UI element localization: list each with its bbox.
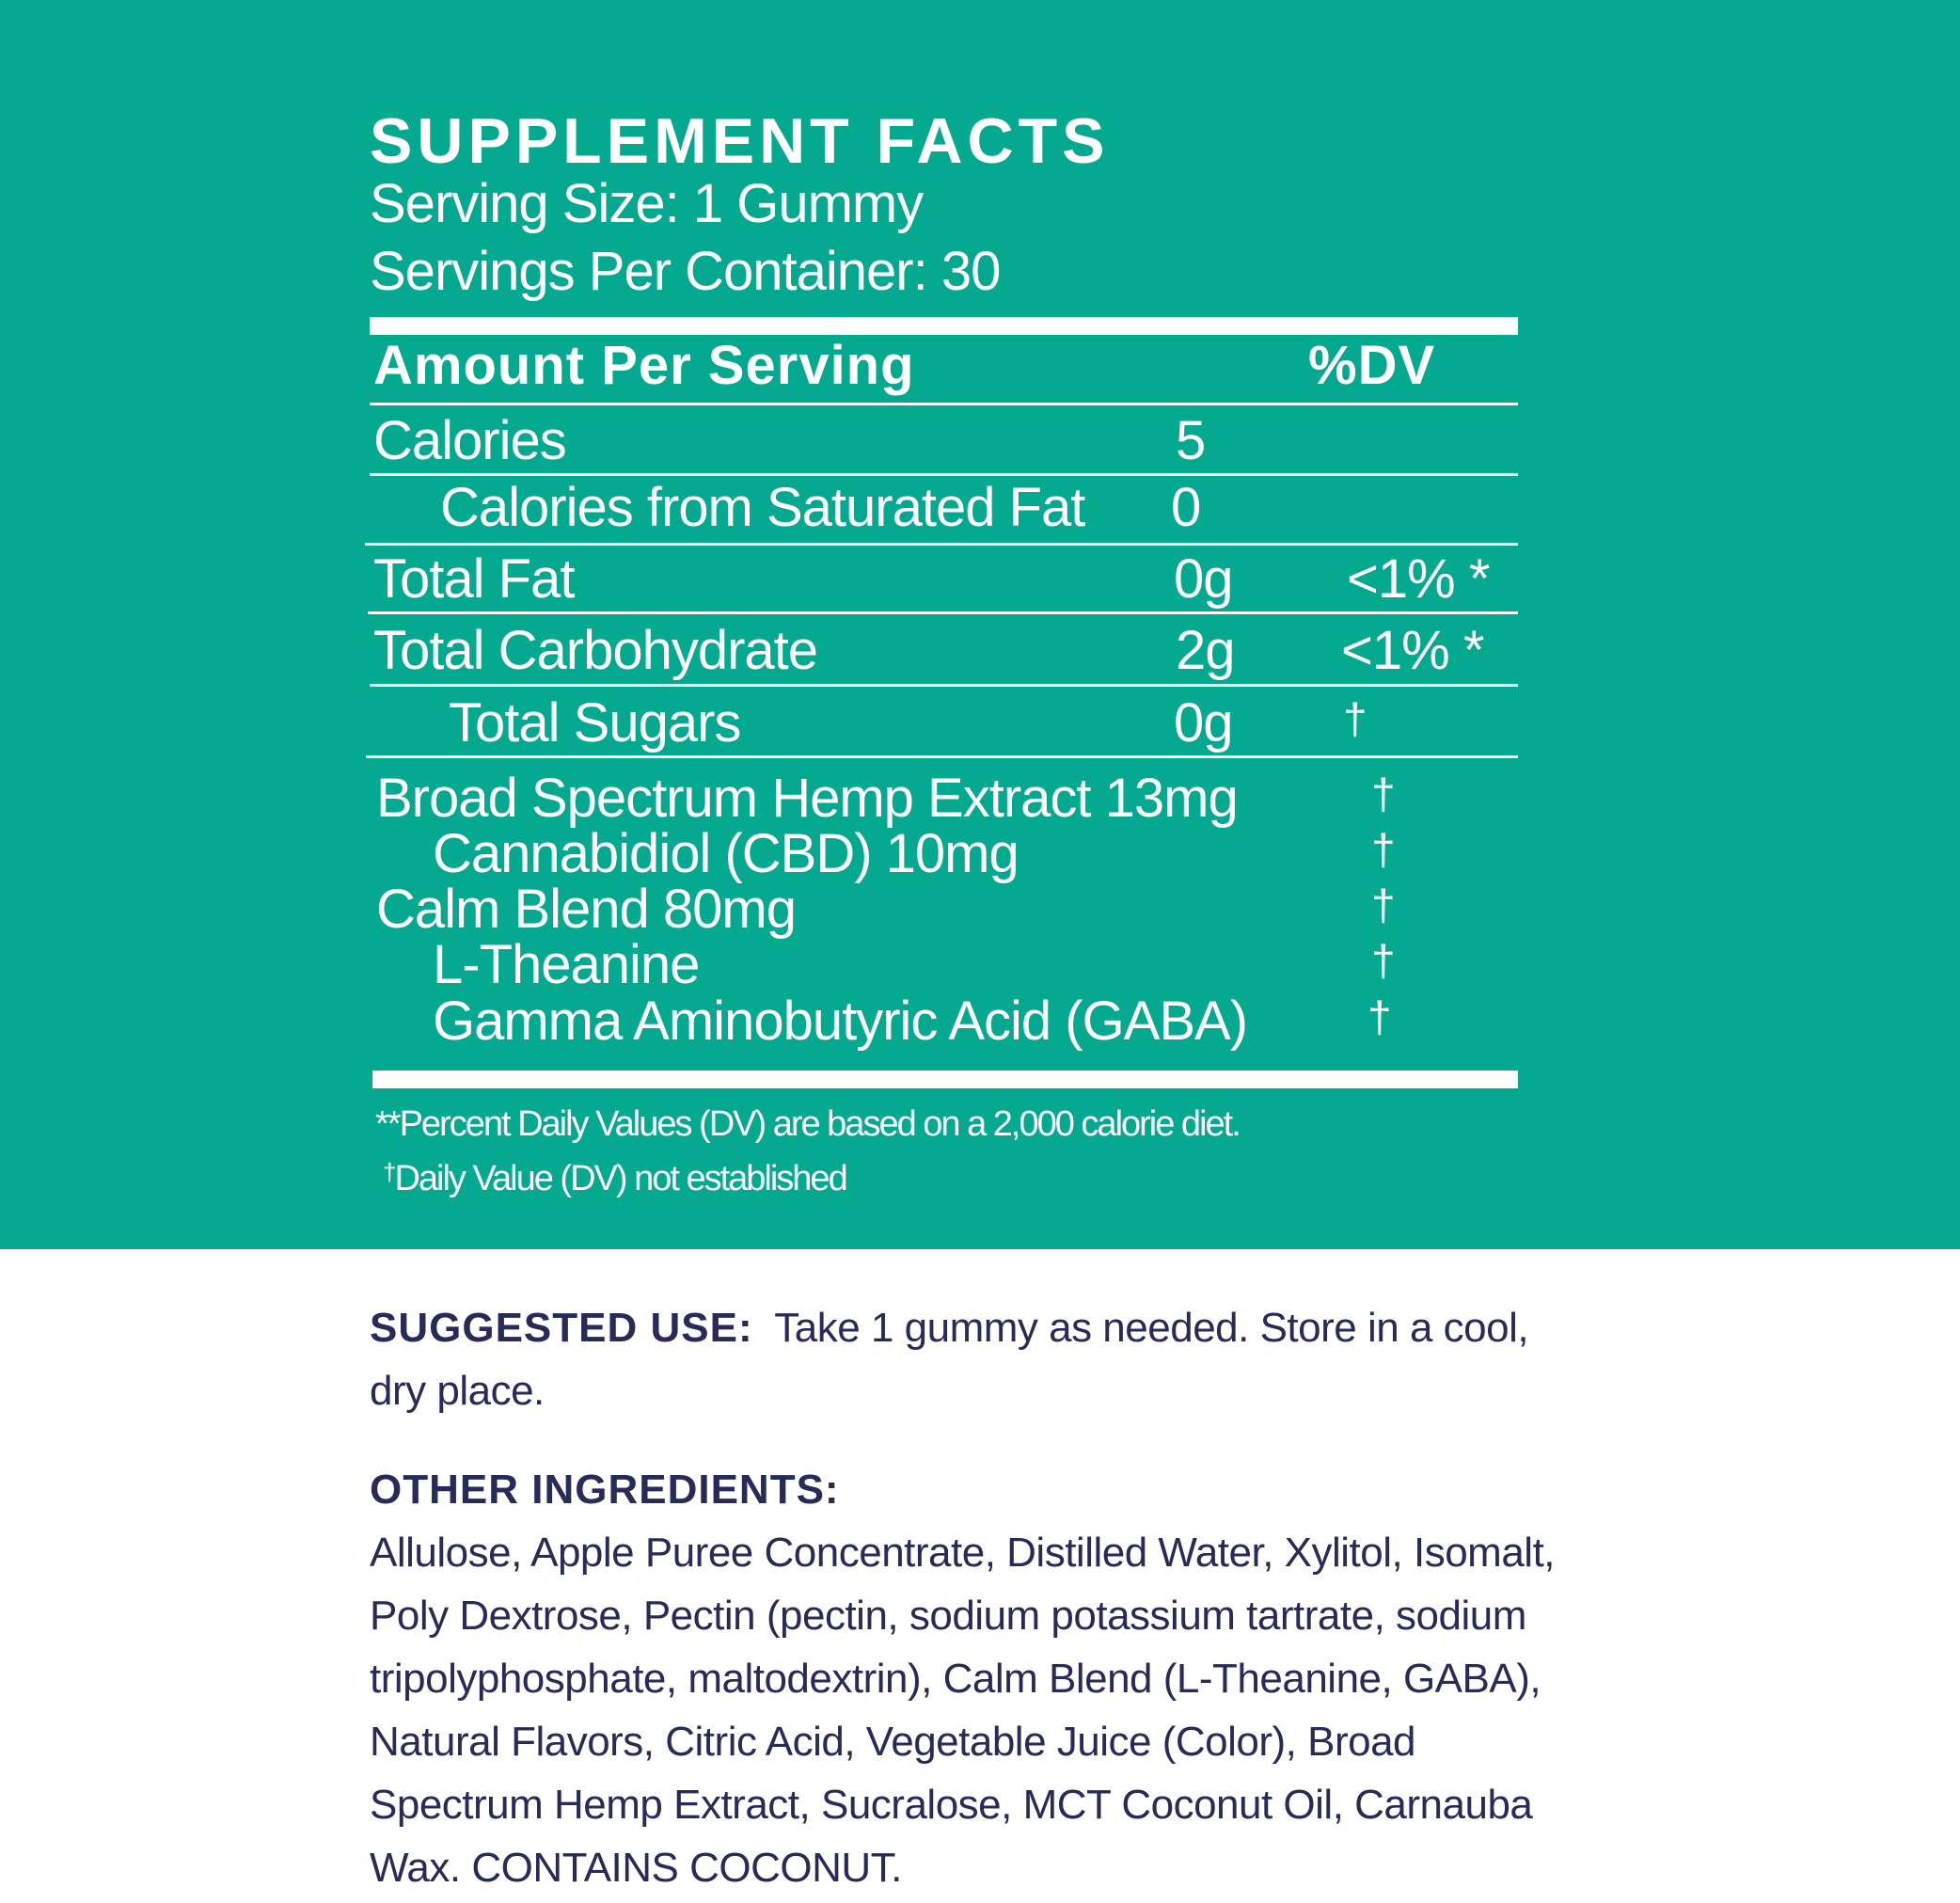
total-sugars-dv: † — [1343, 694, 1367, 743]
calories-sat-fat-label: Calories from Saturated Fat — [440, 477, 1085, 538]
footnote-daily-value-not-established: †Daily Value (DV) not established — [383, 1158, 846, 1198]
divider — [370, 684, 1518, 687]
total-carbohydrate-amount: 2g — [1176, 620, 1235, 681]
calm-blend-label: Calm Blend 80mg — [376, 879, 796, 940]
total-sugars-label: Total Sugars — [449, 692, 741, 753]
suggested-use — [370, 1296, 1592, 1422]
facts-title: SUPPLEMENT FACTS — [370, 105, 1110, 177]
calories-label: Calories — [373, 410, 566, 471]
thick-divider-bottom — [372, 1070, 1518, 1088]
servings-per-container: Servings Per Container: 30 — [370, 241, 1001, 302]
l-theanine-label: L-Theanine — [433, 934, 700, 995]
hemp-extract-label: Broad Spectrum Hemp Extract 13mg — [376, 768, 1238, 829]
other-ingredients-heading: OTHER INGREDIENTS: — [370, 1467, 840, 1513]
cbd-dv: † — [1371, 825, 1396, 874]
gaba-dv: † — [1367, 992, 1392, 1041]
divider — [368, 611, 1518, 614]
l-theanine-dv: † — [1371, 936, 1396, 985]
divider — [365, 543, 1518, 546]
suggested-use-text: Take 1 gummy as needed. Store in a cool, dry place. — [370, 1305, 1529, 1414]
total-carbohydrate-label: Total Carbohydrate — [373, 620, 818, 681]
serving-size: Serving Size: 1 Gummy — [370, 173, 924, 234]
thick-divider-top — [370, 317, 1518, 335]
footnote-percent-daily-values: **Percent Daily Values (DV) are based on a 2,000 calorie diet. — [375, 1104, 1240, 1144]
other-ingredients-text: Allulose, Apple Puree Concentrate, Distilled Water, Xylitol, Isomalt, Poly Dextrose, Pectin (pectin, sodium potassium tartrate, sodium tripolyphosphate, maltodextrin), Calm Blend (L-Theanine, GABA), Natural Flavors, Citric Acid, Vegetable Juice (Color), Broad Spectrum Hemp Extract, Sucralose, MCT Coconut Oil, Carnauba Wax. CONTAINS COCONUT. — [370, 1530, 1556, 1891]
total-sugars-amount: 0g — [1174, 692, 1233, 753]
divider — [366, 755, 1518, 758]
total-fat-amount: 0g — [1174, 548, 1233, 610]
calories-sat-fat-amount: 0 — [1171, 477, 1201, 538]
total-fat-dv: <1% * — [1347, 548, 1490, 610]
calm-blend-dv: † — [1371, 880, 1396, 929]
gaba-label: Gamma Aminobutyric Acid (GABA) — [433, 991, 1248, 1052]
cbd-label: Cannabidiol (CBD) 10mg — [433, 823, 1019, 884]
dagger-mark: † — [383, 1158, 395, 1186]
amount-per-serving-header: Amount Per Serving — [373, 335, 915, 396]
hemp-extract-dv: † — [1371, 769, 1396, 818]
dv-header: %DV — [1308, 335, 1436, 396]
suggested-use-heading: SUGGESTED USE: — [370, 1305, 753, 1351]
calories-amount: 5 — [1176, 410, 1206, 471]
total-fat-label: Total Fat — [373, 548, 575, 610]
divider — [370, 403, 1518, 405]
total-carbohydrate-dv: <1% * — [1341, 620, 1484, 681]
